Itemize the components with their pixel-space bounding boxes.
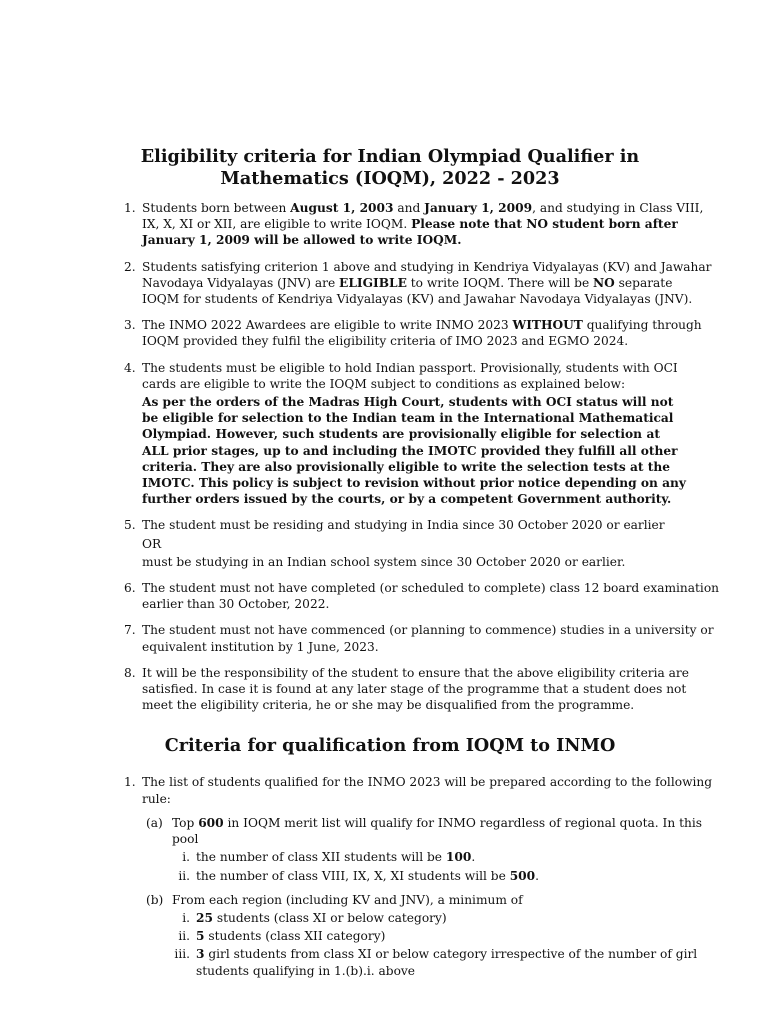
text: Top xyxy=(172,815,199,830)
item-number: ii. xyxy=(178,929,190,944)
text: qualifying through xyxy=(582,318,702,333)
text: girl students from class XI or below category irrespective of the number of girl xyxy=(204,947,698,962)
text-line: The student must be residing and studying in India since 30 October 2020 or earlier xyxy=(142,518,665,533)
text-line: must be studying in an Indian school system since 30 October 2020 or earlier. xyxy=(142,554,626,569)
item-number: 8. xyxy=(124,665,136,680)
title-line-1: Eligibility criteria for Indian Olympiad Qualifier in xyxy=(140,146,640,167)
text-line: Olympiad. However, such students are provisionally eligible for selection at xyxy=(142,427,660,442)
sub-item-b-i xyxy=(142,910,660,926)
text-line: It will be the responsibility of the student to ensure that the above eligibility criteria are xyxy=(142,665,689,680)
section-heading: Criteria for qualification from IOQM to INMO xyxy=(164,735,616,757)
text-line: IOQM provided they fulfil the eligibility criteria of IMO 2023 and EGMO 2024. xyxy=(142,334,629,349)
text-line: The student must not have completed (or scheduled to complete) class 12 board examination xyxy=(142,581,720,596)
page-title xyxy=(120,146,660,190)
sub-item-a xyxy=(142,815,702,847)
class-xii-count: 100 xyxy=(445,850,472,865)
title-line-2: Mathematics (IOQM), 2022 - 2023 xyxy=(220,168,560,189)
text: students (class XII category) xyxy=(204,929,386,944)
text-line: cards are eligible to write the IOQM subject to conditions as explained below: xyxy=(142,376,626,391)
text: . xyxy=(471,850,476,865)
text: Navodaya Vidyalayas (JNV) are xyxy=(142,275,340,290)
text-line: ALL prior stages, up to and including the IMOTC provided they fulfill all other xyxy=(142,443,678,458)
dob-start: August 1, 2003 xyxy=(290,201,394,215)
text-line: earlier than 30 October, 2022. xyxy=(142,597,330,612)
text: separate xyxy=(614,275,673,290)
sub-item-a-ii xyxy=(142,868,660,884)
text: Students born between xyxy=(142,201,291,215)
text-line: rule: xyxy=(142,791,171,806)
top-count: 600 xyxy=(198,815,224,830)
text-line: be eligible for selection to the Indian team in the International Mathematical xyxy=(142,411,674,426)
list-item xyxy=(120,317,702,349)
list-item xyxy=(120,665,689,714)
without-bold: WITHOUT xyxy=(512,318,583,333)
text-line: pool xyxy=(172,832,199,847)
text-line: The students must be eligible to hold Indian passport. Provisionally, students with OCI xyxy=(142,360,678,375)
text: and xyxy=(393,201,425,215)
item-number: 4. xyxy=(124,360,136,375)
sub-item-b-ii xyxy=(142,928,660,944)
text: , and studying in Class VIII, xyxy=(532,201,704,215)
text-line: From each region (including KV and JNV), a minimum of xyxy=(172,892,523,907)
count: 3 xyxy=(196,947,205,962)
text-line: Students satisfying criterion 1 above and studying in Kendriya Vidyalayas (KV) and Jawahar xyxy=(142,259,712,274)
item-number: ii. xyxy=(178,868,190,883)
item-number: i. xyxy=(182,910,190,925)
text-line: satisfied. In case it is found at any later stage of the programme that a student does not xyxy=(142,682,687,697)
eligibility-list xyxy=(120,200,720,713)
sub-item-b-iii xyxy=(142,946,698,978)
list-item xyxy=(120,580,720,612)
document-body xyxy=(120,146,720,989)
dob-end: January 1, 2009 xyxy=(424,201,533,215)
text-line: As per the orders of the Madras High Court, students with OCI status will not xyxy=(142,395,674,410)
item-number: 5. xyxy=(124,518,136,533)
text-line: equivalent institution by 1 June, 2023. xyxy=(142,639,379,654)
text-line: IOQM for students of Kendriya Vidyalayas (KV) and Jawahar Navodaya Vidyalayas (JNV). xyxy=(142,292,693,307)
text: the number of class VIII, IX, X, XI students will be xyxy=(196,868,510,883)
text-line: The list of students qualified for the INMO 2023 will be prepared according to the following xyxy=(142,775,713,790)
count: 25 xyxy=(196,910,213,925)
sub-item-b xyxy=(142,892,660,908)
text-line: further orders issued by the courts, or by a competent Government authority. xyxy=(142,492,672,507)
text: the number of class XII students will be xyxy=(196,850,446,865)
list-item xyxy=(120,259,712,308)
item-number: (b) xyxy=(146,892,164,907)
item-number: 1. xyxy=(124,201,136,215)
no-bold: NO xyxy=(593,275,615,290)
list-item xyxy=(120,360,686,508)
text-line: students qualifying in 1.(b).i. above xyxy=(196,963,416,978)
text-line: criteria. They are also provisionally eligible to write the selection tests at the xyxy=(142,459,670,474)
text: IX, X, XI or XII, are eligible to write IOQM. xyxy=(142,217,412,232)
text: to write IOQM. There will be xyxy=(406,275,594,290)
item-number: 7. xyxy=(124,623,136,638)
item-number: iii. xyxy=(174,947,190,962)
sub-item-a-i xyxy=(142,849,660,865)
text: The INMO 2022 Awardees are eligible to write INMO 2023 xyxy=(142,318,513,333)
court-order-notice xyxy=(142,394,686,507)
note-bold: Please note that NO student born after xyxy=(411,217,678,232)
text-line: The student must not have commenced (or planning to commence) studies in a university or xyxy=(142,623,714,638)
item-number: i. xyxy=(182,850,190,865)
list-item xyxy=(120,774,713,978)
item-number: 6. xyxy=(124,581,136,596)
item-number: 2. xyxy=(124,259,136,274)
class-viii-xi-count: 500 xyxy=(509,868,536,883)
list-item xyxy=(120,200,704,249)
item-number: 1. xyxy=(124,775,136,790)
note-bold: January 1, 2009 will be allowed to write IOQM. xyxy=(142,233,462,248)
text: in IOQM merit list will qualify for INMO regardless of regional quota. In this xyxy=(223,815,702,830)
list-item xyxy=(120,517,665,570)
text-line: IMOTC. This policy is subject to revision without prior notice depending on any xyxy=(142,476,686,491)
text-line: meet the eligibility criteria, he or she may be disqualified from the programme. xyxy=(142,698,635,713)
item-number: 3. xyxy=(124,318,136,333)
qualification-list xyxy=(120,774,713,978)
text: . xyxy=(535,868,540,883)
item-number: (a) xyxy=(146,815,163,830)
eligible-bold: ELIGIBLE xyxy=(339,275,407,290)
text: students (class XI or below category) xyxy=(212,910,447,925)
or-separator: OR xyxy=(142,536,162,551)
count: 5 xyxy=(196,929,205,944)
list-item xyxy=(120,622,714,654)
